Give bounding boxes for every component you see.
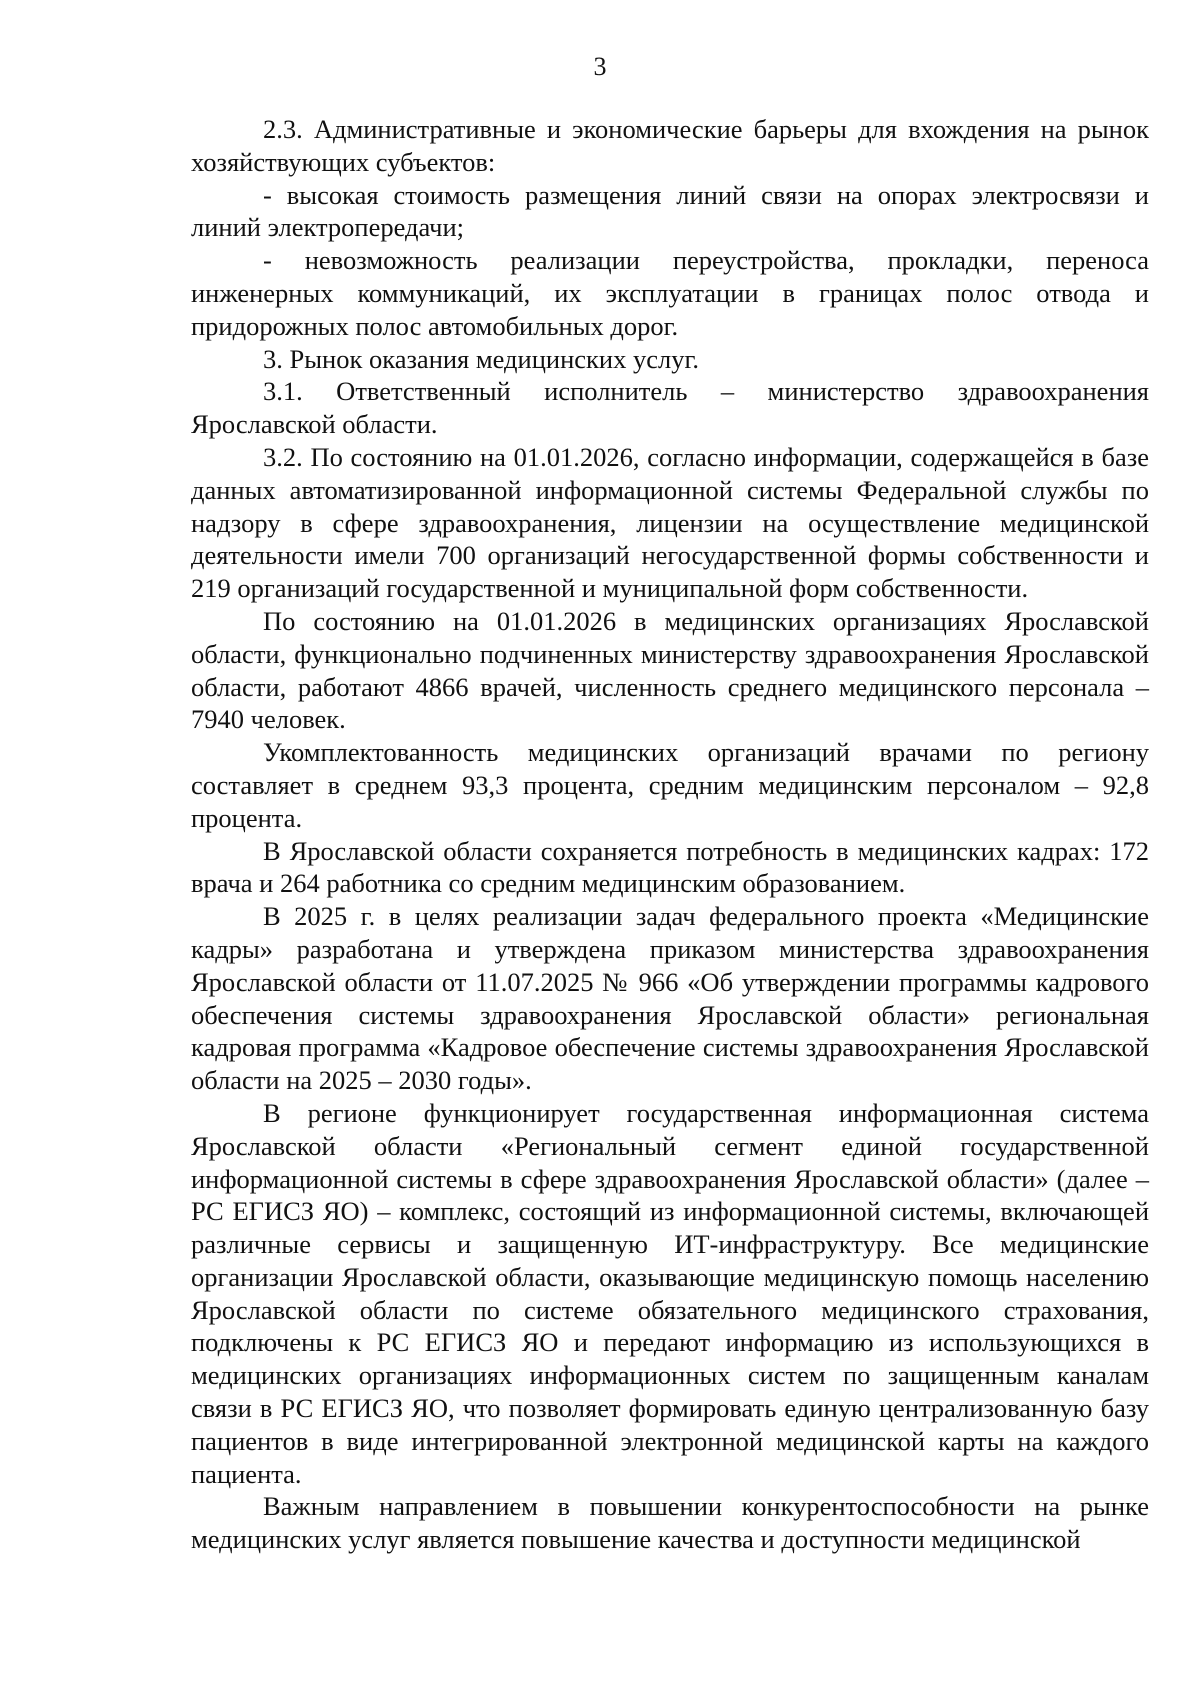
- paragraph-staff-program: В 2025 г. в целях реализации задач федерального проекта «Медицинские кадры» разработана и утверждена приказом министерства здравоохранения Ярославской области от 11.07.2025 № 966 «Об утверждении программы кадрового обеспечения системы здравоохранения Ярославской области» региональная кадровая программа «Кадровое обеспечение системы здравоохранения Ярославской области на 2025 – 2030 годы».: [191, 901, 1149, 1096]
- document-body: [191, 113, 1149, 1556]
- paragraph-barrier-cost: - высокая стоимость размещения линий связи на опорах электросвязи и линий электропередачи;: [191, 179, 1149, 243]
- paragraph-barriers-heading: 2.3. Административные и экономические барьеры для вхождения на рынок хозяйствующих субъектов:: [191, 114, 1149, 177]
- paragraph-section-3-heading: 3. Рынок оказания медицинских услуг.: [263, 343, 699, 374]
- page-number: 3: [593, 52, 607, 81]
- paragraph-competitiveness: Важным направлением в повышении конкурентоспособности на рынке медицинских услуг является повышение качества и доступности медицинской: [191, 1491, 1149, 1555]
- paragraph-staff-count: По состоянию на 01.01.2026 в медицинских организациях Ярославской области, функционально подчиненных министерству здравоохранения Ярославской области, работают 4866 врачей, численность среднего медицинского персонала – 7940 человек.: [191, 605, 1149, 735]
- paragraph-information-system: В регионе функционирует государственная информационная система Ярославской области «Региональный сегмент единой государственной информационной системы в сфере здравоохранения Ярославской области» (далее – РС ЕГИСЗ ЯО) – комплекс, состоящий из информационной системы, включающей различные сервисы и защищенную ИТ-инфраструктуру. Все медицинские организации Ярославской области, оказывающие медицинскую помощь населению Ярославской области по системе обязательного медицинского страхования, подключены к РС ЕГИСЗ ЯО и передают информацию из использующихся в медицинских организациях информационных систем по защищенным каналам связи в РС ЕГИСЗ ЯО, что позволяет формировать единую централизованную базу пациентов в виде интегрированной электронной медицинской карты на каждого пациента.: [191, 1097, 1149, 1489]
- paragraph-barrier-impossibility: - невозможность реализации переустройства, прокладки, переноса инженерных коммуникаций, их эксплуатации в границах полос отвода и придорожных полос автомобильных дорог.: [191, 245, 1149, 341]
- paragraph-staff-need: В Ярославской области сохраняется потребность в медицинских кадрах: 172 врача и 264 работника со средним медицинским образованием.: [191, 835, 1149, 899]
- paragraph-responsible-executor: 3.1. Ответственный исполнитель – министерство здравоохранения Ярославской области.: [191, 376, 1149, 440]
- paragraph-licenses: 3.2. По состоянию на 01.01.2026, согласно информации, содержащейся в базе данных автоматизированной информационной системы Федеральной службы по надзору в сфере здравоохранения, лицензии на осуществление медицинской деятельности имели 700 организаций негосударственной формы собственности и 219 организаций государственной и муниципальной форм собственности.: [191, 441, 1149, 604]
- paragraph-staffing-level: Укомплектованность медицинских организаций врачами по региону составляет в среднем 93,3 процента, средним медицинским персоналом – 92,8 процента.: [191, 737, 1149, 833]
